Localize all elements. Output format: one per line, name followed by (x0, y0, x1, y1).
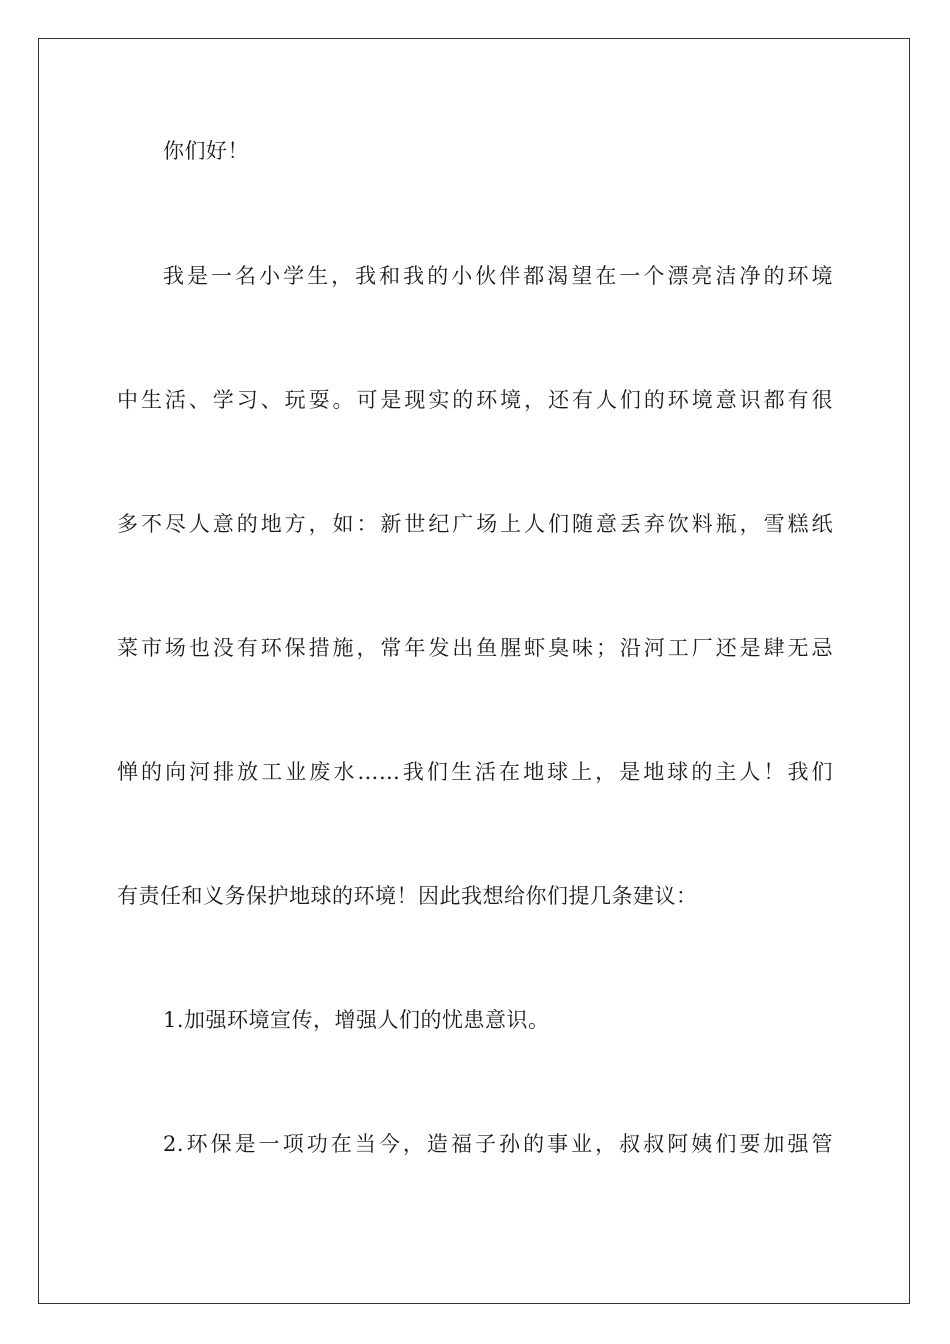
greeting-line: 你们好！ (163, 139, 249, 163)
paragraph-line-4: 菜市场也没有环保措施，常年发出鱼腥虾臭味；沿河工厂还是肆无忌 (117, 636, 833, 660)
paragraph-line-6: 有责任和义务保护地球的环境！因此我想给你们提几条建议： (117, 884, 698, 908)
page-frame (38, 38, 910, 1304)
paragraph-line-2: 中生活、学习、玩耍。可是现实的环境，还有人们的环境意识都有很 (117, 388, 833, 412)
paragraph-line-5: 惮的向河排放工业废水……我们生活在地球上，是地球的主人！我们 (117, 760, 833, 784)
suggestion-item-1: 1.加强环境宣传，增强人们的忧患意识。 (163, 1008, 550, 1032)
suggestion-item-2: 2.环保是一项功在当今，造福子孙的事业，叔叔阿姨们要加强管 (163, 1132, 833, 1156)
paragraph-line-3: 多不尽人意的地方，如：新世纪广场上人们随意丢弃饮料瓶，雪糕纸 (117, 512, 833, 536)
paragraph-line-1: 我是一名小学生，我和我的小伙伴都渴望在一个漂亮洁净的环境 (163, 264, 833, 288)
